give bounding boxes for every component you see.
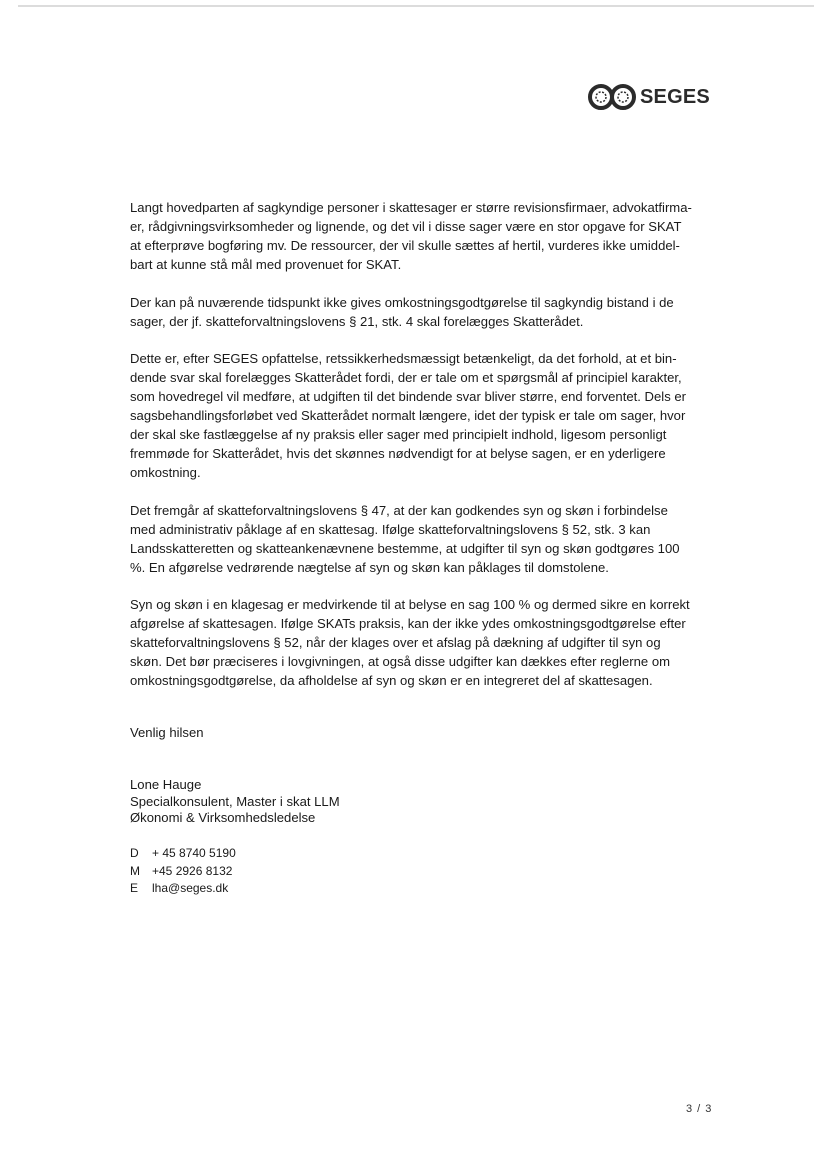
contact-label: M <box>130 863 140 878</box>
paragraph-line: omkostning. <box>130 464 201 480</box>
contact-value: +45 2926 8132 <box>152 863 233 878</box>
closing-salutation: Venlig hilsen <box>130 725 204 740</box>
signature-name: Lone Hauge <box>130 777 202 792</box>
seges-logo <box>588 84 710 110</box>
contact-label: E <box>130 881 139 895</box>
seges-logo-text: SEGES <box>640 86 710 108</box>
page-number: 3 / 3 <box>686 1103 713 1115</box>
contact-direct-phone <box>130 845 236 863</box>
paragraph-line: Langt hovedparten af sagkyndige personer i skattesager er større revisionsfirmaer, advokatfirma- <box>130 200 692 215</box>
paragraph-line: sagsbehandlingsforløbet ved Skatterådet normalt længere, idet der typisk er tale om sager, hvor <box>130 408 686 424</box>
paragraph-5 <box>130 596 710 691</box>
seges-double-ring-logo-icon <box>588 84 638 110</box>
paragraph-2 <box>130 294 710 332</box>
paragraph-line: afgørelse af skattesagen. Ifølge SKATs praksis, kan der ikke ydes omkostningsgodtgørelse efter <box>130 616 686 632</box>
signature-department: Økonomi & Virksomhedsledelse <box>130 810 316 825</box>
paragraph-line: Der kan på nuværende tidspunkt ikke gives omkostningsgodtgørelse til sagkyndig bistand i de <box>130 294 674 310</box>
paragraph-line: med administrativ påklage af en skattesag. Ifølge skatteforvaltningslovens § 52, stk. 3 kan <box>130 521 651 537</box>
paragraph-3 <box>130 350 710 482</box>
signature-block <box>130 777 340 827</box>
paragraph-line: skatteforvaltningslovens § 52, når der klages over et afslag på dækning af udgifter til syn og <box>130 635 661 651</box>
paragraph-line: skøn. Det bør præciseres i lovgivningen, at også disse udgifter kan dækkes efter reglerne om <box>130 654 671 670</box>
paragraph-4 <box>130 502 710 578</box>
paragraph-line: at efterprøve bogføring mv. De ressourcer, der vil skulle sættes af hertil, vurderes ikke umiddel- <box>130 237 680 253</box>
paragraph-line: bart at kunne stå mål med provenuet for SKAT. <box>130 256 402 272</box>
contact-email <box>130 880 236 898</box>
contact-block <box>130 845 236 898</box>
contact-mobile-phone <box>130 863 236 881</box>
paragraph-line: som hovedregel vil medføre, at udgiften til det bindende svar bliver større, end forventet. Dels er <box>130 389 687 405</box>
letter-body <box>130 199 710 710</box>
paragraph-line: dende svar skal forelægges Skatterådet fordi, der er tale om et spørgsmål af principiel karakter, <box>130 370 682 386</box>
contact-email-link[interactable]: lha@seges.dk <box>152 881 229 895</box>
paragraph-line: Landsskatteretten og skatteankenævnene bestemme, at udgifter til syn og skøn godtgøres 100 <box>130 540 680 556</box>
paragraph-line: er, rådgivningsvirksomheder og lignende, og det vil i disse sager være en stor opgave for SKAT <box>130 218 682 234</box>
paragraph-line: %. En afgørelse vedrørende nægtelse af syn og skøn kan påklages til domstolene. <box>130 559 609 575</box>
scan-top-edge <box>18 5 814 7</box>
paragraph-line: fremmøde for Skatterådet, hvis det skønnes nødvendigt for at belyse sagen, er en yderligere <box>130 445 666 461</box>
paragraph-line: sager, der jf. skatteforvaltningslovens § 21, stk. 4 skal forelægges Skatterådet. <box>130 313 584 329</box>
paragraph-line: omkostningsgodtgørelse, da afholdelse af syn og skøn er en integreret del af skattesagen. <box>130 673 653 689</box>
paragraph-line: Det fremgår af skatteforvaltningslovens § 47, at der kan godkendes syn og skøn i forbindelse <box>130 502 668 518</box>
contact-label: D <box>130 846 139 860</box>
paragraph-line: der skal ske fastlæggelse af ny praksis eller sager med principielt indhold, ligesom personligt <box>130 427 667 443</box>
paragraph-line: Dette er, efter SEGES opfattelse, retssikkerhedsmæssigt betænkeligt, da det forhold, at et bin- <box>130 351 677 367</box>
paragraph-1 <box>130 199 710 275</box>
paragraph-line: Syn og skøn i en klagesag er medvirkende til at belyse en sag 100 % og dermed sikre en korrekt <box>130 597 690 613</box>
signature-title: Specialkonsulent, Master i skat LLM <box>130 793 340 809</box>
contact-value: + 45 8740 5190 <box>152 846 236 860</box>
